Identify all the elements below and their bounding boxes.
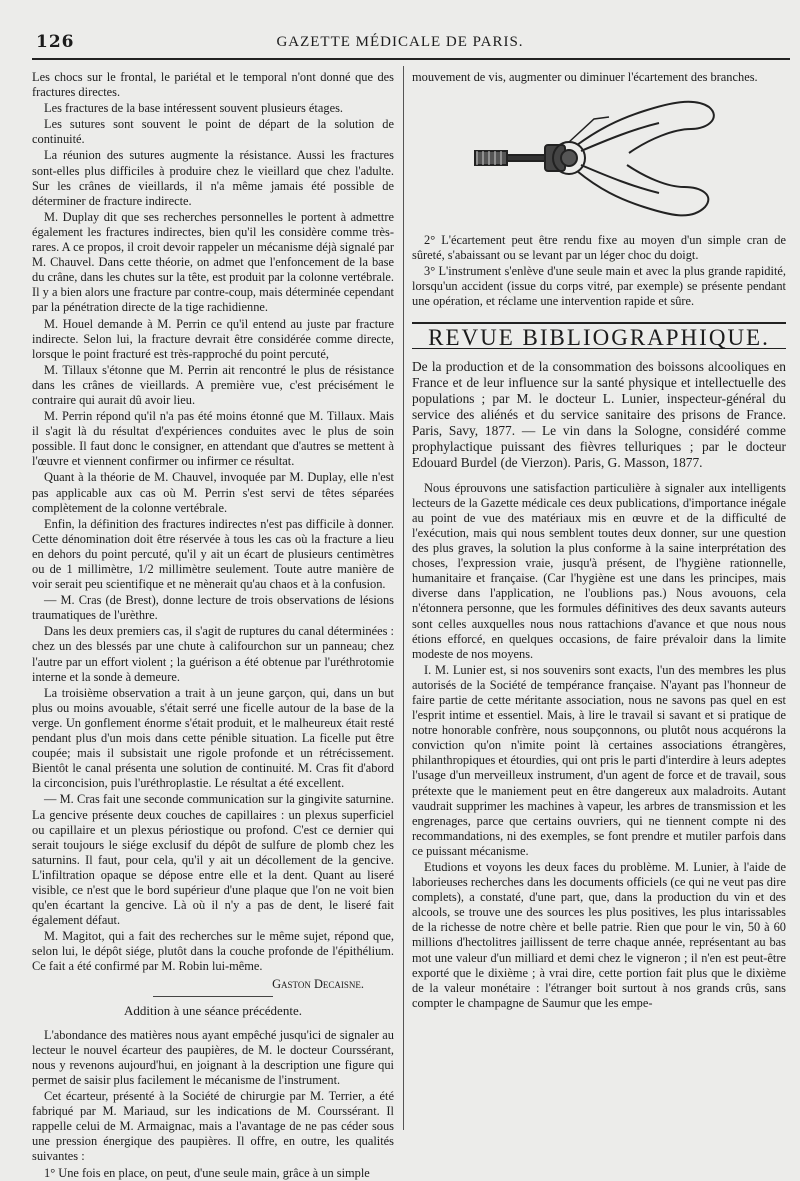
paragraph: La réunion des sutures augmente la résistance. Aussi les fractures sont-elles plus difficiles à produire chez le vieillard que chez l'adulte. Sur les crânes de vieillards, il n'a même jamais été possible de déterminer de fracture indirecte. (32, 148, 394, 208)
paragraph: M. Tillaux s'étonne que M. Perrin ait rencontré le plus de résistance dans les crânes de vieillards. A première vue, c'est précisément le contraire qui aurait dû avoir lieu. (32, 362, 394, 407)
paragraph: Les sutures sont souvent le point de départ de la solution de continuité. (32, 117, 394, 147)
paragraph: L'abondance des matières nous ayant empêché jusqu'ici de signaler au lecteur le nouvel écarteur des paupières, de M. le docteur Courssérant, nous y revenons aujourd'hui, en joignant à la description une figure qui permet de saisir plus facilement le mécanisme de l'instrument. (32, 1027, 394, 1087)
signature: Gaston Decaisne. (272, 976, 364, 991)
paragraph: M. Perrin répond qu'il n'a pas été moins étonné que M. Tillaux. Mais il s'agit là du résultat d'expériences conduites avec le plus de soin possible. Il faut donc le consigner, en attendant que d'autres se mettent à l'œuvre et viennent confirmer ou infirmer ce résultat. (32, 409, 394, 469)
paragraph: Les chocs sur le frontal, le pariétal et le temporal n'ont donné que des fractures directes. (32, 70, 394, 100)
bibliography-entry: De la production et de la consommation des boissons alcooliques en France et de leur influence sur la santé physique et intellectuelle des populations ; par M. le docteur L. Lunier, inspecteur-général du service des aliénés et du service sanitaire des prisons de France. Paris, Savy, 1877. — Le vin dans la Sologne, considéré comme prophylactique puissant des fièvres telluriques ; par le docteur Edouard Burdel (de Vierzon). Paris, G. Masson, 1877. (412, 358, 786, 470)
column-divider (403, 66, 404, 1130)
paragraph: Nous éprouvons une satisfaction particulière à signaler aux intelligents lecteurs de la Gazette médicale ces deux publications, d'importance inégale au point de vue des matériaux mis en œuvre et de la difficulté de l'exécution, mais qui nous semblent toutes deux donner, sur une question des plus graves, la solution la plus conforme à la saine interprétation des choses, l'expression vraie, jusqu'à présent, de l'hygiène rationnelle, humanitaire et française. (Car l'hygiène est une dans les principes, mais diverse dans l'application, ne l'oublions pas.) Nous avouons, cela n'étonnera personne, que les formules définitives des deux savants auteurs sont celles auxquelles nous nous rattachions d'avance et que nous nous étions efforcé, en quelques occasions, de faire prévaloir dans la limite modeste de nos moyens. (412, 480, 786, 661)
eyelid-speculum-illustration (469, 89, 729, 223)
revue-title: REVUE BIBLIOGRAPHIQUE. (412, 322, 786, 349)
paragraph: I. M. Lunier est, si nos souvenirs sont exacts, l'un des membres les plus autorisés de la Société de tempérance française. N'ayant pas l'honneur de faire partie de cette méritante association, nous ne savons pas quel en est l'esprit intime et essentiel. Mais, à lire le travail si savant et si pratique de notre honorable confrère, nous soupçonnons, ou plutôt nous acquérons la conviction qu'on n'imite point là certaines associations étrangères, philanthropiques et étourdies, qui ont pris le parti d'interdire à leurs adeptes l'usage d'un merveilleux instrument, d'un agent de force et de travail, sous prétexte que le maniement peut en être dangereux aux maladroits. Autant vaudrait supprimer les machines à vapeur, les arbres de transmission et les engrenages, parce que certains ouvriers, qui ne tiennent compte ni des recommandations, ni des exemples, se font prendre et mutiler parfois dans ce puissant mécanisme. (412, 662, 786, 858)
paragraph: 1° Une fois en place, on peut, d'une seule main, grâce à un simple (44, 1165, 370, 1180)
paragraph: M. Duplay dit que ses recherches personnelles le portent à admettre également les fractures indirectes, bien qu'il les considère comme très-rares. A ce propos, il croit devoir rappeler un mécanisme déjà signalé par M. Chauvel. Dans cette théorie, on admet que l'enfoncement de la base du crâne, dans les chutes sur la tête, est produit par la colonne vertébrale. Il y a bien alors une fracture par contre-coup, mais déterminée cependant par la pénétration directe de la tige rachidienne. (32, 209, 394, 315)
header-rule (32, 58, 790, 60)
paragraph: — M. Cras fait une seconde communication sur la gingivite saturnine. La gencive présente deux couches de capillaires : un plexus superficiel ou capillaire et un plexus périostique ou profond. C'est ce dernier qui serait toujours le siége exclusif du dépôt de sulfure de plomb chez les saturnins. Il faut, pour cela, qu'il y ait un décollement de la gencive. L'infiltration opaque se dépose entre elle et la dent. Quant au liseré visible, ce n'est que le bord supérieur d'une plaque que l'on ne voit bien qu'en écartant la gencive. Là où il n'y a pas de dent, le liseré fait également défaut. (32, 792, 394, 928)
paragraph: Cet écarteur, présenté à la Société de chirurgie par M. Terrier, a été fabriqué par M. Mariaud, sur les indications de M. Courssérant. Il rappelle celui de M. Armaignac, mais a l'avantage de ne pas céder sous une pression énergique des paupières. Il offre, en outre, les qualités suivantes : (32, 1089, 394, 1164)
paragraph: M. Houel demande à M. Perrin ce qu'il entend au juste par fracture indirecte. Selon lui, la fracture devrait être considérée comme directe, lorsque le point fracturé est très-rapproché du point percuté, (32, 316, 394, 361)
paragraph: Etudions et voyons les deux faces du problème. M. Lunier, à l'aide de laborieuses recherches dans les documents officiels (ce qui ne veut pas dire complets), a constaté, d'une part, que, dans la production du vin et des alcools, se trouve une des sources les plus positives, les plus intarissables de la richesse de notre chère et belle patrie. Rien que pour le vin, 50 à 60 millions d'hectolitres jaillissent de terre chaque année, représentant au bas mot une valeur d'un milliard et demi chez le vigneron ; il n'en est peut-être exporté que le dixième ; à vrai dire, cette portion fait plus que le dixième de la valeur monétaire : l'étranger boit surtout à nos grands crûs, sans compter le champagne de Saumur que les empe- (412, 860, 786, 1010)
page-header (0, 28, 800, 60)
page-number: 126 (36, 32, 75, 52)
paragraph: mouvement de vis, augmenter ou diminuer l'écartement des branches. (412, 70, 758, 84)
paragraph: La troisième observation a trait à un jeune garçon, qui, dans un but plus ou moins avouable, s'était serré une ficelle autour de la base de la verge. Un gonflement énorme s'était produit, et le malheureux était resté pendant plus d'un mois dans cette pénible situation. La ficelle put être coupée; mais il subsistait une rigole profonde et un rétrécissement. Bientôt le canal présenta une solution de continuité. M. Cras fit d'abord la circoncision, puis l'uréthroplastie. Le résultat a été excellent. (32, 685, 394, 791)
eyelid-speculum-figure (412, 89, 786, 227)
journal-title: GAZETTE MÉDICALE DE PARIS. (276, 34, 524, 50)
paragraph: 2° L'écartement peut être rendu fixe au moyen d'un simple cran de sûreté, s'abaissant ou se levant par un léger choc du doigt. (412, 233, 786, 263)
paragraph: Les fractures de la base intéressent souvent plusieurs étages. (44, 101, 343, 116)
paragraph: 3° L'instrument s'enlève d'une seule main et avec la plus grande rapidité, lorsqu'un accident (issue du corps vitré, par exemple) se présente pendant une opération, et réclame une intervention rapide et sûre. (412, 264, 786, 309)
section-rule (153, 996, 273, 997)
paragraph: Dans les deux premiers cas, il s'agit de ruptures du canal déterminées : chez un des blessés par une chute à califourchon sur un panneau; chez l'autre par un effort violent ; la guérison a été obtenue par l'uréthrotomie interne et la sonde à demeure. (32, 624, 394, 684)
paragraph: Quant à la théorie de M. Chauvel, invoquée par M. Duplay, elle n'est pas applicable aux cas où M. Perrin s'est servi de têtes séparées complètement de la colonne vertébrale. (32, 470, 394, 515)
paragraph: M. Magitot, qui a fait des recherches sur le même sujet, répond que, selon lui, le dépôt siége, plutôt dans la couche profonde de l'épithélium. Ce fait a été confirmé par M. Robin lui-même. (32, 929, 394, 974)
left-column (32, 70, 394, 1180)
right-column (412, 70, 786, 1130)
paragraph: Enfin, la définition des fractures indirectes n'est pas difficile à donner. Cette dénomination doit être réservée à tous les cas où la fracture a lieu en dehors du point percuté, qu'il y ait un écart de plusieurs centimètres ou de 1 millimètre, 1/2 millimètre seulement. Toute autre manière de voir serait peu scientifique et ne mènerait qu'au chaos et à la confusion. (32, 516, 394, 592)
section-title: Addition à une séance précédente. (124, 1002, 302, 1018)
paragraph: — M. Cras (de Brest), donne lecture de trois observations de lésions traumatiques de l'urèthre. (32, 593, 394, 623)
